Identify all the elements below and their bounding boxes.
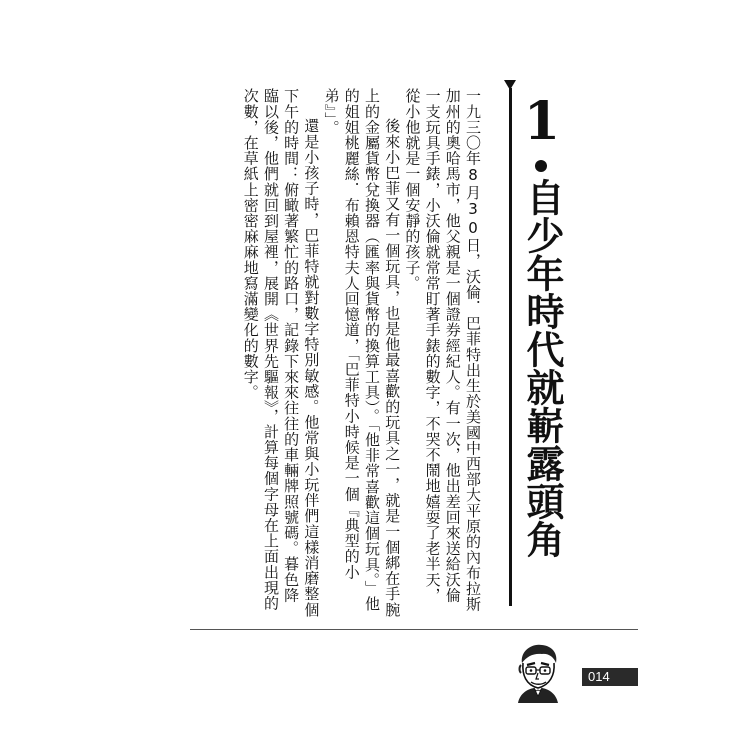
chapter-title: 自少年時代就嶄露頭角 [520,178,564,558]
chapter-vertical-rule [509,88,512,606]
body-text [178,88,483,618]
portrait-sketch-icon [512,641,564,703]
paragraph: 後來小巴菲又有一個玩具，也是他最喜歡的玩具之一，就是一個綁在手腕上的金屬貨幣兌換器（匯率與貨幣的換算工具）。「他非常喜歡這個玩具。」他的姐姐桃麗絲．布賴恩特夫人回憶道，「巴菲特小時候是一個『典型的小弟』」。 [322,88,402,618]
chapter-number: 1 [523,91,561,152]
footer-rule [190,629,638,630]
page-number: 014 [588,669,610,684]
paragraph: 一九三〇年8月30日，沃倫．巴菲特出生於美國中西部大平原的內布拉斯加州的奧哈馬市，他父親是一個證券經紀人。有一次，他出差回來送給沃倫一支玩具手錶，小沃倫就常常盯著手錶的數字，不哭不鬧地嬉耍了老半天，從小他就是一個安靜的孩子。 [403,88,482,612]
paragraph: 還是小孩子時，巴菲特就對數字特別敏感。他常與小玩伴們這樣消磨整個下午的時間：俯瞰著繁忙的路口，記錄下來來往往的車輛牌照號碼。暮色降臨以後，他們就回到屋裡，展開《世界先驅報》，計算每個字母在上面出現的次數，在草紙上密密麻麻地寫滿變化的數字。 [241,88,321,618]
chapter-separator-dot [535,160,547,172]
